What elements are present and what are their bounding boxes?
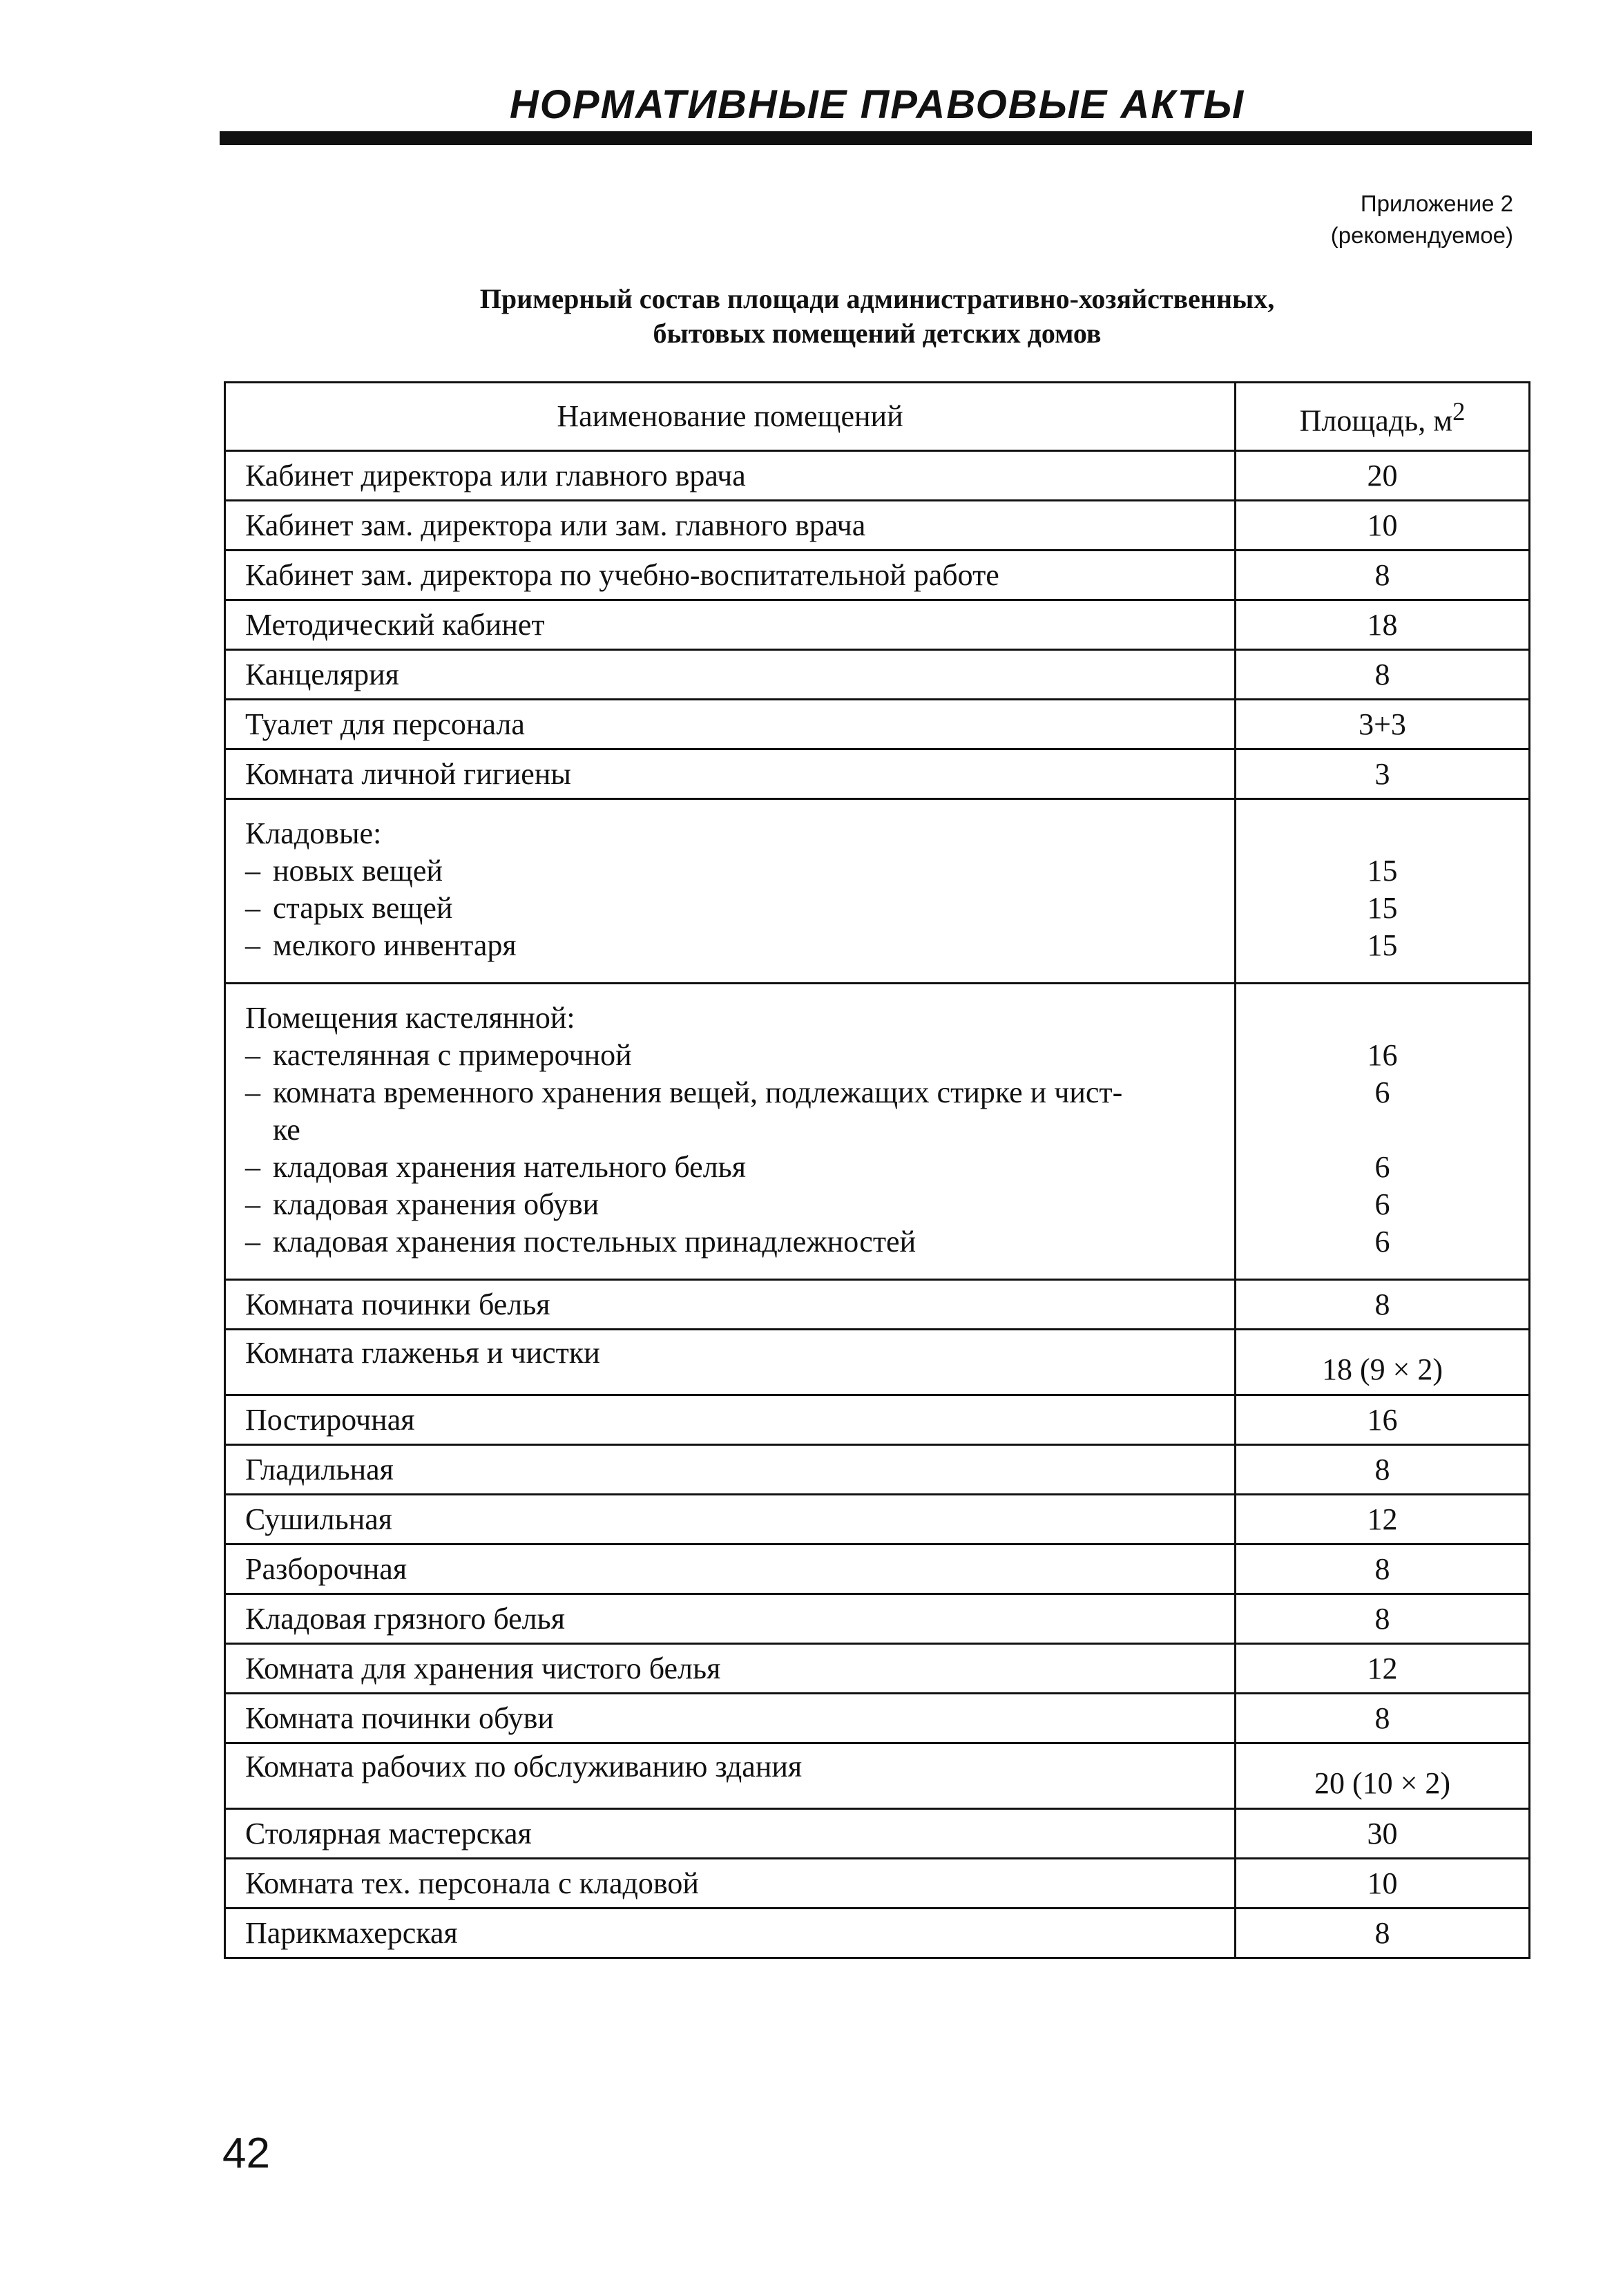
linen-item-area: 16 bbox=[1367, 1038, 1398, 1072]
header-rule bbox=[220, 131, 1532, 145]
room-name-cell: Комната починки обуви bbox=[225, 1694, 1236, 1743]
room-name-cell: Комната для хранения чистого белья bbox=[225, 1644, 1236, 1694]
table-row bbox=[225, 451, 1530, 501]
table-row bbox=[225, 749, 1530, 799]
room-name-cell: Сушильная bbox=[225, 1495, 1236, 1544]
room-name-cell: Комната рабочих по обслуживанию здания bbox=[225, 1743, 1236, 1809]
room-area-cell: 30 bbox=[1236, 1809, 1530, 1859]
linen-item-area: 6 bbox=[1374, 1225, 1390, 1259]
list-dash: – bbox=[245, 1225, 260, 1259]
column-header-area: Площадь, $м^2$ bbox=[1236, 383, 1530, 451]
room-area-cell: 10 bbox=[1236, 501, 1530, 551]
room-name-cell: Комната тех. персонала с кладовой bbox=[225, 1859, 1236, 1908]
room-name-cell: Парикмахерская bbox=[225, 1908, 1236, 1958]
linen-item: – кладовая хранения обуви bbox=[245, 1186, 1215, 1223]
appendix-status: (рекомендуемое) bbox=[1330, 222, 1513, 248]
column-header-room-name: Наименование помещений bbox=[225, 383, 1236, 451]
room-area-cell: 12 bbox=[1236, 1495, 1530, 1544]
list-dash: – bbox=[245, 1038, 260, 1072]
linen-item: – кастелянная с примерочной bbox=[245, 1037, 1215, 1074]
table-row bbox=[225, 1809, 1530, 1859]
room-name-cell: Кабинет директора или главного врача bbox=[225, 451, 1236, 501]
room-area-cell: 18 bbox=[1236, 600, 1530, 650]
area-unit-superscript: 2 bbox=[1452, 397, 1466, 426]
room-area-cell: 8 bbox=[1236, 1908, 1530, 1958]
table-row bbox=[225, 1445, 1530, 1495]
storage-group-title: Кладовые: bbox=[245, 816, 382, 850]
appendix-note bbox=[1331, 188, 1513, 251]
rooms-table bbox=[224, 381, 1530, 1959]
table-row bbox=[225, 1330, 1530, 1395]
list-dash: – bbox=[245, 891, 260, 925]
room-name-cell: Комната починки белья bbox=[225, 1280, 1236, 1330]
room-name-cell: Комната личной гигиены bbox=[225, 749, 1236, 799]
table-row bbox=[225, 1644, 1530, 1694]
room-name-cell: Канцелярия bbox=[225, 650, 1236, 700]
storage-item-area: 15 bbox=[1367, 854, 1398, 888]
room-area-cell: 8 bbox=[1236, 650, 1530, 700]
room-area-cell: 8 bbox=[1236, 1544, 1530, 1594]
linen-item: – кладовая хранения нательного белья bbox=[245, 1149, 1215, 1186]
table-row bbox=[225, 1280, 1530, 1330]
storage-item-area: 15 bbox=[1367, 891, 1398, 925]
room-area-cell: 16 bbox=[1236, 1395, 1530, 1445]
table-row bbox=[225, 700, 1530, 749]
linen-item: – комната временного хранения вещей, подлежащих стирке и чист- bbox=[245, 1074, 1215, 1111]
room-area-cell: 10 bbox=[1236, 1859, 1530, 1908]
room-area-cell: 3+3 bbox=[1236, 700, 1530, 749]
room-area-cell: 18 (9 × 2) bbox=[1236, 1330, 1530, 1395]
table-row bbox=[225, 1594, 1530, 1644]
room-area-cell: 8 bbox=[1236, 551, 1530, 600]
room-name-cell: Столярная мастерская bbox=[225, 1809, 1236, 1859]
table-row bbox=[225, 600, 1530, 650]
room-name-cell: Разборочная bbox=[225, 1544, 1236, 1594]
room-name-cell: Кабинет зам. директора по учебно-воспитательной работе bbox=[225, 551, 1236, 600]
table-row bbox=[225, 1544, 1530, 1594]
table-header-row bbox=[225, 383, 1530, 451]
room-name-cell: Кладовая грязного белья bbox=[225, 1594, 1236, 1644]
room-area-cell: 12 bbox=[1236, 1644, 1530, 1694]
room-name-cell: Туалет для персонала bbox=[225, 700, 1236, 749]
table-row bbox=[225, 1395, 1530, 1445]
room-name-cell: Гладильная bbox=[225, 1445, 1236, 1495]
linen-group-areas bbox=[1236, 984, 1530, 1280]
running-header: НОРМАТИВНЫЕ ПРАВОВЫЕ АКТЫ bbox=[509, 82, 1245, 127]
storage-item: – новых вещей bbox=[245, 852, 1215, 890]
linen-group-names bbox=[225, 984, 1236, 1280]
room-area-cell: 8 bbox=[1236, 1445, 1530, 1495]
room-name-cell: Комната глаженья и чистки bbox=[225, 1330, 1236, 1395]
table-row bbox=[225, 1908, 1530, 1958]
document-title bbox=[221, 282, 1533, 351]
room-area-cell: 8 bbox=[1236, 1594, 1530, 1644]
table-row bbox=[225, 1859, 1530, 1908]
room-name-cell: Кабинет зам. директора или зам. главного врача bbox=[225, 501, 1236, 551]
table-row bbox=[225, 650, 1530, 700]
storage-group-names bbox=[225, 799, 1236, 984]
table-row bbox=[225, 501, 1530, 551]
linen-item-area: 6 bbox=[1374, 1150, 1390, 1184]
room-area-cell: 3 bbox=[1236, 749, 1530, 799]
room-name-cell: Постирочная bbox=[225, 1395, 1236, 1445]
table-row-linen-group bbox=[225, 984, 1530, 1280]
storage-item: – мелкого инвентаря bbox=[245, 927, 1215, 964]
table-row bbox=[225, 1694, 1530, 1743]
storage-item-area: 15 bbox=[1367, 928, 1398, 962]
room-name-cell: Методический кабинет bbox=[225, 600, 1236, 650]
table-row bbox=[225, 551, 1530, 600]
document-title-line-2: бытовых помещений детских домов bbox=[653, 318, 1102, 349]
storage-item: – старых вещей bbox=[245, 890, 1215, 927]
room-area-cell: 8 bbox=[1236, 1280, 1530, 1330]
page-number: 42 bbox=[222, 2130, 270, 2177]
linen-group-title: Помещения кастелянной: bbox=[245, 1001, 575, 1035]
list-dash: – bbox=[245, 1187, 260, 1221]
linen-item-continuation: ке bbox=[273, 1113, 300, 1147]
storage-group-areas bbox=[1236, 799, 1530, 984]
table-row-storage-group bbox=[225, 799, 1530, 984]
table-row bbox=[225, 1743, 1530, 1809]
room-area-cell: 20 bbox=[1236, 451, 1530, 501]
list-dash: – bbox=[245, 854, 260, 888]
linen-item-area: 6 bbox=[1374, 1075, 1390, 1109]
list-dash: – bbox=[245, 928, 260, 962]
table-row bbox=[225, 1495, 1530, 1544]
list-dash: – bbox=[245, 1150, 260, 1184]
document-title-line-1: Примерный состав площади административно-хозяйственных, bbox=[479, 283, 1275, 314]
linen-item: – кладовая хранения постельных принадлежностей bbox=[245, 1223, 1215, 1261]
appendix-number: Приложение 2 bbox=[1360, 191, 1513, 216]
linen-item-area: 6 bbox=[1374, 1187, 1390, 1221]
room-area-cell: 20 (10 × 2) bbox=[1236, 1743, 1530, 1809]
room-area-cell: 8 bbox=[1236, 1694, 1530, 1743]
list-dash: – bbox=[245, 1075, 260, 1109]
